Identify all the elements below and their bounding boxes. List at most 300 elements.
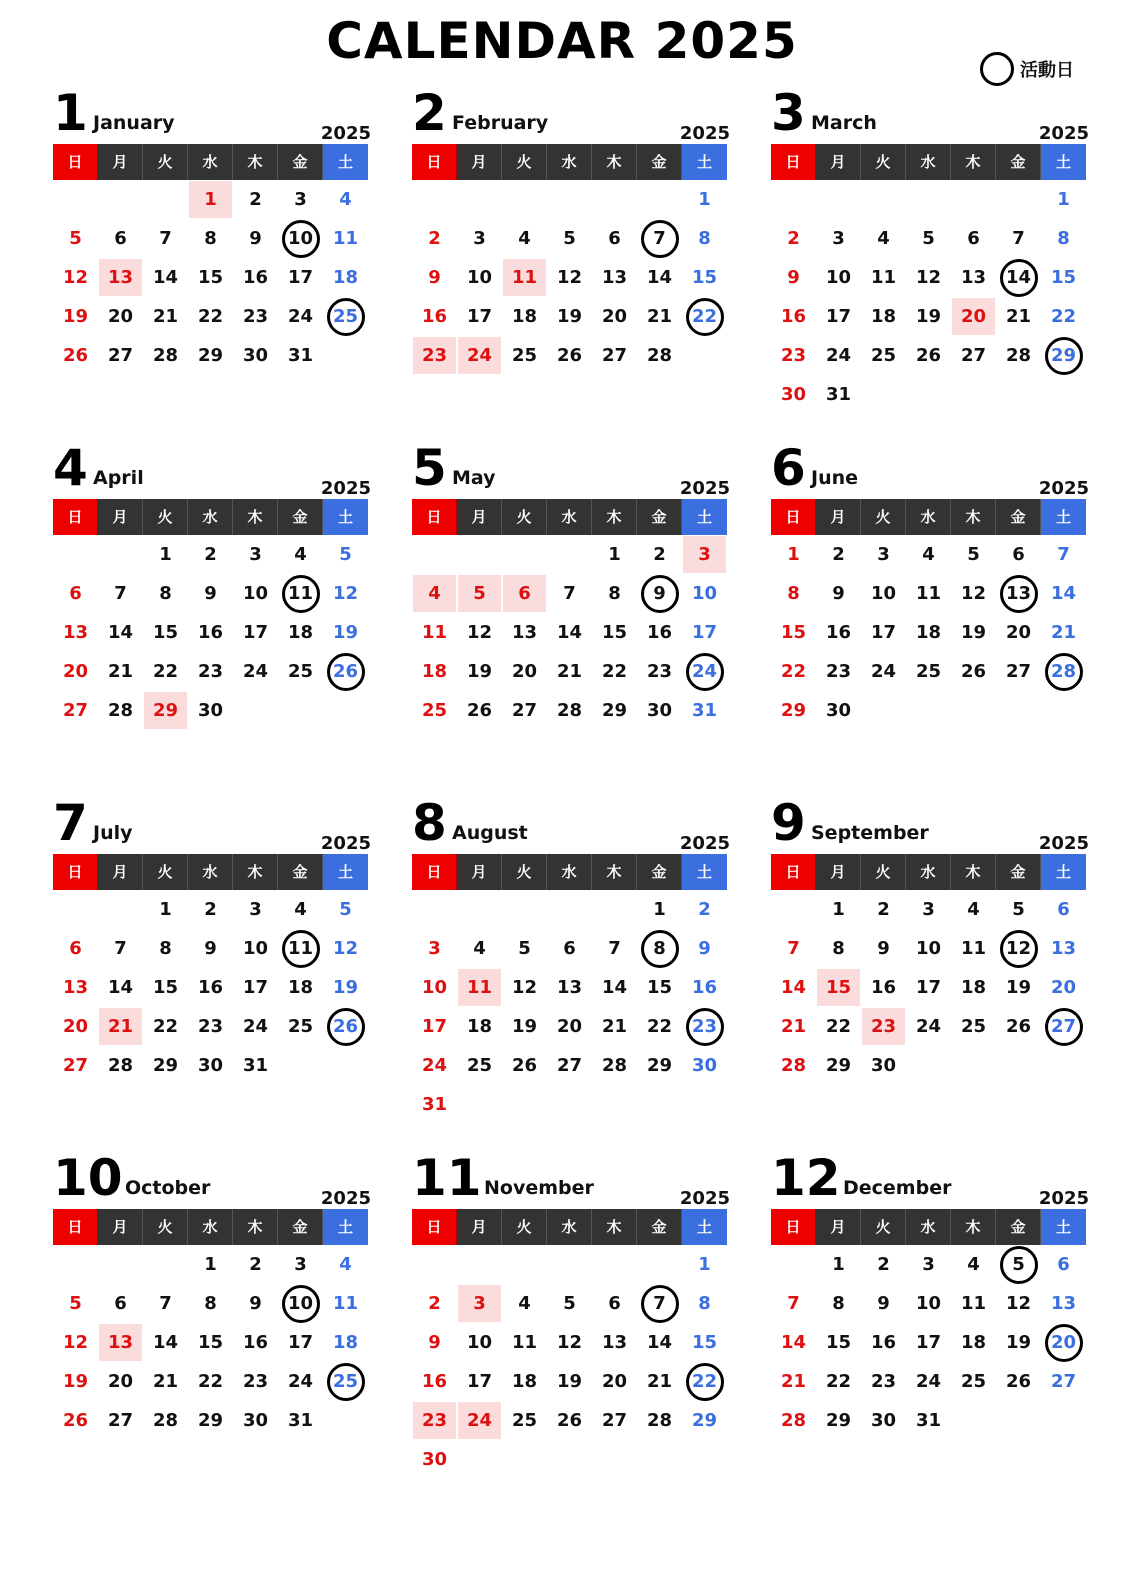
weekday-header (771, 1209, 1089, 1245)
weekday-header (53, 854, 371, 890)
day-number: 26 (960, 661, 987, 682)
month-year: 2025 (320, 1188, 371, 1209)
weekday-header (53, 144, 371, 180)
day-cell (233, 890, 278, 929)
day-number: 28 (107, 1055, 134, 1076)
day-cell (637, 1046, 682, 1085)
day-cell (637, 652, 682, 691)
day-number: 20 (107, 1371, 134, 1392)
month-name: April (93, 467, 144, 489)
day-number: 6 (69, 583, 82, 604)
weekday-header (53, 1209, 371, 1245)
day-cell (861, 1362, 906, 1401)
day-cell (1041, 613, 1086, 652)
day-number: 5 (967, 544, 980, 565)
day-number: 25 (960, 1016, 987, 1037)
day-cell (637, 1401, 682, 1440)
day-cell (771, 1401, 816, 1440)
month-august (412, 790, 730, 1124)
day-number: 20 (511, 661, 538, 682)
day-number: 3 (294, 189, 307, 210)
day-number: 27 (960, 345, 987, 366)
day-cell (412, 1085, 457, 1124)
day-cell (906, 574, 951, 613)
day-number: 13 (601, 1332, 628, 1353)
day-cell (143, 1007, 188, 1046)
day-cell (188, 219, 233, 258)
day-number: 20 (62, 1016, 89, 1037)
day-cell (861, 613, 906, 652)
day-number: 19 (62, 306, 89, 327)
day-number: 16 (421, 1371, 448, 1392)
activity-day (682, 1362, 727, 1401)
day-cell (816, 258, 861, 297)
day-number: 18 (287, 622, 314, 643)
day-cell (98, 929, 143, 968)
day-cell (771, 336, 816, 375)
day-number: 28 (1042, 653, 1085, 690)
month-year: 2025 (320, 123, 371, 144)
weekday-label: 日 (53, 854, 98, 890)
day-number: 1 (832, 899, 845, 920)
weekday-label: 水 (547, 144, 592, 180)
day-cell (412, 258, 457, 297)
day-cell (682, 258, 727, 297)
day-cell (323, 180, 368, 219)
day-cell (457, 929, 502, 968)
weekday-label: 月 (457, 854, 502, 890)
day-number: 26 (915, 345, 942, 366)
day-number: 13 (62, 622, 89, 643)
day-number: 7 (159, 228, 172, 249)
holiday-day (457, 574, 502, 613)
day-number: 11 (421, 622, 448, 643)
day-number: 14 (997, 259, 1040, 296)
weekday-label: 水 (906, 1209, 951, 1245)
empty-cell (412, 890, 457, 929)
day-number: 12 (960, 583, 987, 604)
activity-day (1041, 652, 1086, 691)
activity-day (1041, 1323, 1086, 1362)
day-number: 23 (646, 661, 673, 682)
day-number: 12 (915, 267, 942, 288)
weekday-header (53, 499, 371, 535)
day-number: 30 (825, 700, 852, 721)
activity-day (278, 219, 323, 258)
day-number: 29 (646, 1055, 673, 1076)
activity-day (278, 929, 323, 968)
weekday-label: 木 (951, 854, 996, 890)
day-cell (412, 613, 457, 652)
day-cell (996, 1284, 1041, 1323)
activity-day (1041, 336, 1086, 375)
day-number: 4 (294, 544, 307, 565)
day-cell (996, 535, 1041, 574)
weekday-label: 日 (771, 499, 816, 535)
day-number: 25 (870, 345, 897, 366)
day-cell (682, 219, 727, 258)
day-cell (637, 258, 682, 297)
day-cell (996, 297, 1041, 336)
day-cell (547, 1323, 592, 1362)
day-number: 19 (332, 977, 359, 998)
day-number: 15 (1050, 267, 1077, 288)
day-grid (771, 890, 1086, 1085)
day-number: 27 (62, 700, 89, 721)
day-cell (547, 1007, 592, 1046)
day-cell (637, 1007, 682, 1046)
day-cell (771, 1284, 816, 1323)
day-cell (1041, 297, 1086, 336)
day-number: 19 (466, 661, 493, 682)
month-name: August (452, 822, 528, 844)
day-number: 19 (915, 306, 942, 327)
day-cell (278, 1362, 323, 1401)
day-cell (951, 258, 996, 297)
month-header (771, 80, 1089, 144)
day-number: 9 (204, 583, 217, 604)
day-number: 8 (204, 1293, 217, 1314)
day-cell (771, 1007, 816, 1046)
weekday-label: 木 (233, 1209, 278, 1245)
activity-day (323, 652, 368, 691)
empty-cell (637, 1245, 682, 1284)
weekday-label: 水 (547, 854, 592, 890)
weekday-label: 土 (682, 854, 727, 890)
weekday-label: 木 (592, 499, 637, 535)
day-number: 13 (960, 267, 987, 288)
day-cell (906, 535, 951, 574)
day-number: 28 (601, 1055, 628, 1076)
activity-day (682, 1007, 727, 1046)
weekday-label: 木 (592, 144, 637, 180)
day-cell (502, 1007, 547, 1046)
day-cell (861, 574, 906, 613)
day-number: 28 (107, 700, 134, 721)
holiday-day (457, 1284, 502, 1323)
month-number: 2 (412, 84, 447, 142)
holiday-day (143, 691, 188, 730)
month-name: January (93, 112, 175, 134)
day-number: 18 (511, 306, 538, 327)
day-cell (906, 1362, 951, 1401)
weekday-header (412, 1209, 730, 1245)
day-cell (278, 613, 323, 652)
weekday-label: 火 (143, 144, 188, 180)
day-cell (143, 535, 188, 574)
day-number: 16 (242, 1332, 269, 1353)
day-number: 13 (601, 267, 628, 288)
day-number: 4 (413, 575, 456, 612)
empty-cell (457, 1245, 502, 1284)
day-cell (906, 297, 951, 336)
month-header (53, 80, 371, 144)
day-cell (502, 336, 547, 375)
month-year: 2025 (679, 123, 730, 144)
day-number: 29 (197, 1410, 224, 1431)
day-grid (771, 1245, 1086, 1440)
empty-cell (53, 180, 98, 219)
day-number: 7 (638, 220, 681, 257)
day-cell (412, 1362, 457, 1401)
day-cell (143, 574, 188, 613)
day-number: 22 (780, 661, 807, 682)
day-number: 26 (62, 345, 89, 366)
day-cell (547, 1401, 592, 1440)
empty-cell (547, 1245, 592, 1284)
day-number: 11 (960, 1293, 987, 1314)
day-number: 3 (249, 899, 262, 920)
day-cell (592, 652, 637, 691)
day-number: 7 (1012, 228, 1025, 249)
day-number: 5 (458, 575, 501, 612)
day-number: 15 (780, 622, 807, 643)
day-number: 10 (915, 1293, 942, 1314)
empty-cell (547, 535, 592, 574)
day-cell (592, 297, 637, 336)
day-number: 23 (413, 337, 456, 374)
day-number: 16 (646, 622, 673, 643)
month-july (53, 790, 371, 1085)
weekday-header (771, 144, 1089, 180)
day-number: 25 (421, 700, 448, 721)
month-year: 2025 (1038, 1188, 1089, 1209)
day-cell (323, 613, 368, 652)
day-number: 20 (62, 661, 89, 682)
day-cell (816, 1046, 861, 1085)
day-cell (502, 929, 547, 968)
weekday-label: 木 (592, 1209, 637, 1245)
weekday-label: 土 (1041, 499, 1086, 535)
day-cell (457, 219, 502, 258)
day-number: 27 (556, 1055, 583, 1076)
day-cell (1041, 1284, 1086, 1323)
day-cell (906, 1245, 951, 1284)
day-number: 25 (511, 345, 538, 366)
day-number: 18 (915, 622, 942, 643)
day-cell (816, 1245, 861, 1284)
day-number: 20 (601, 306, 628, 327)
day-cell (98, 1046, 143, 1085)
day-cell (457, 652, 502, 691)
month-name: September (811, 822, 929, 844)
weekday-label: 土 (323, 144, 368, 180)
day-number: 22 (197, 1371, 224, 1392)
weekday-label: 月 (98, 854, 143, 890)
day-number: 17 (466, 306, 493, 327)
weekday-label: 火 (502, 499, 547, 535)
day-cell (547, 297, 592, 336)
day-grid (412, 535, 727, 730)
day-number: 8 (787, 583, 800, 604)
day-number: 27 (1050, 1371, 1077, 1392)
day-number: 24 (242, 1016, 269, 1037)
day-number: 22 (683, 1363, 726, 1400)
day-cell (861, 336, 906, 375)
day-cell (278, 890, 323, 929)
day-grid (412, 890, 727, 1124)
day-number: 5 (1012, 899, 1025, 920)
month-march (771, 80, 1089, 414)
day-number: 2 (204, 544, 217, 565)
day-cell (547, 968, 592, 1007)
weekday-label: 金 (278, 499, 323, 535)
day-number: 5 (339, 544, 352, 565)
day-number: 20 (107, 306, 134, 327)
activity-day (637, 1284, 682, 1323)
day-number: 24 (870, 661, 897, 682)
day-number: 10 (466, 267, 493, 288)
weekday-label: 火 (502, 144, 547, 180)
day-number: 19 (62, 1371, 89, 1392)
day-cell (53, 574, 98, 613)
day-cell (412, 929, 457, 968)
day-number: 10 (242, 583, 269, 604)
activity-day (637, 929, 682, 968)
day-cell (457, 1046, 502, 1085)
day-cell (323, 890, 368, 929)
day-number: 4 (473, 938, 486, 959)
weekday-label: 木 (951, 499, 996, 535)
day-number: 19 (332, 622, 359, 643)
day-number: 7 (114, 583, 127, 604)
day-cell (143, 613, 188, 652)
empty-cell (98, 180, 143, 219)
empty-cell (502, 1245, 547, 1284)
day-cell (188, 968, 233, 1007)
weekday-label: 火 (861, 144, 906, 180)
day-number: 18 (870, 306, 897, 327)
day-number: 13 (99, 1324, 142, 1361)
day-number: 28 (646, 1410, 673, 1431)
day-number: 9 (832, 583, 845, 604)
day-cell (278, 1401, 323, 1440)
day-number: 24 (915, 1016, 942, 1037)
day-number: 6 (967, 228, 980, 249)
day-cell (771, 691, 816, 730)
day-cell (457, 613, 502, 652)
day-cell (412, 1284, 457, 1323)
day-number: 4 (294, 899, 307, 920)
weekday-label: 水 (547, 1209, 592, 1245)
day-number: 27 (62, 1055, 89, 1076)
day-cell (502, 1362, 547, 1401)
empty-cell (547, 890, 592, 929)
month-number: 3 (771, 84, 806, 142)
month-year: 2025 (679, 478, 730, 499)
day-cell (951, 1323, 996, 1362)
day-number: 1 (159, 544, 172, 565)
day-number: 6 (1012, 544, 1025, 565)
day-cell (816, 1007, 861, 1046)
day-number: 26 (324, 653, 367, 690)
day-number: 14 (152, 1332, 179, 1353)
day-cell (98, 613, 143, 652)
day-cell (278, 1007, 323, 1046)
weekday-label: 水 (188, 1209, 233, 1245)
day-cell (861, 535, 906, 574)
month-header (53, 1145, 371, 1209)
day-number: 15 (825, 1332, 852, 1353)
day-number: 25 (960, 1371, 987, 1392)
day-number: 9 (877, 1293, 890, 1314)
day-cell (682, 613, 727, 652)
day-cell (861, 652, 906, 691)
day-cell (278, 297, 323, 336)
day-cell (233, 1323, 278, 1362)
day-cell (98, 1362, 143, 1401)
day-number: 3 (249, 544, 262, 565)
day-cell (412, 219, 457, 258)
day-cell (323, 929, 368, 968)
day-number: 31 (421, 1094, 448, 1115)
weekday-label: 日 (53, 1209, 98, 1245)
day-number: 21 (152, 306, 179, 327)
day-cell (547, 691, 592, 730)
weekday-label: 火 (861, 1209, 906, 1245)
day-cell (53, 336, 98, 375)
day-number: 6 (563, 938, 576, 959)
day-cell (547, 929, 592, 968)
day-number: 29 (691, 1410, 718, 1431)
day-cell (906, 929, 951, 968)
day-number: 21 (152, 1371, 179, 1392)
month-name: October (125, 1177, 211, 1199)
month-header (771, 790, 1089, 854)
day-number: 1 (1057, 189, 1070, 210)
weekday-label: 火 (143, 1209, 188, 1245)
day-number: 1 (204, 1254, 217, 1275)
day-grid (53, 535, 368, 730)
day-cell (951, 219, 996, 258)
day-number: 24 (421, 1055, 448, 1076)
weekday-label: 水 (906, 499, 951, 535)
month-year: 2025 (1038, 833, 1089, 854)
day-cell (906, 1284, 951, 1323)
weekday-label: 月 (816, 1209, 861, 1245)
day-cell (412, 1323, 457, 1362)
day-cell (996, 1007, 1041, 1046)
activity-day (682, 652, 727, 691)
day-number: 26 (1005, 1371, 1032, 1392)
weekday-header (412, 144, 730, 180)
day-number: 18 (466, 1016, 493, 1037)
day-cell (1041, 968, 1086, 1007)
month-header (412, 435, 730, 499)
weekday-label: 金 (278, 144, 323, 180)
day-number: 10 (421, 977, 448, 998)
day-cell (143, 890, 188, 929)
day-cell (906, 968, 951, 1007)
day-cell (1041, 180, 1086, 219)
day-number: 1 (159, 899, 172, 920)
day-number: 6 (114, 228, 127, 249)
day-cell (188, 574, 233, 613)
day-cell (457, 691, 502, 730)
day-cell (53, 968, 98, 1007)
day-cell (906, 890, 951, 929)
month-year: 2025 (679, 833, 730, 854)
month-year: 2025 (320, 833, 371, 854)
day-cell (412, 652, 457, 691)
day-number: 16 (421, 306, 448, 327)
day-number: 5 (339, 899, 352, 920)
empty-cell (906, 180, 951, 219)
day-grid (53, 890, 368, 1085)
day-number: 30 (780, 384, 807, 405)
day-number: 14 (152, 267, 179, 288)
day-number: 27 (601, 345, 628, 366)
